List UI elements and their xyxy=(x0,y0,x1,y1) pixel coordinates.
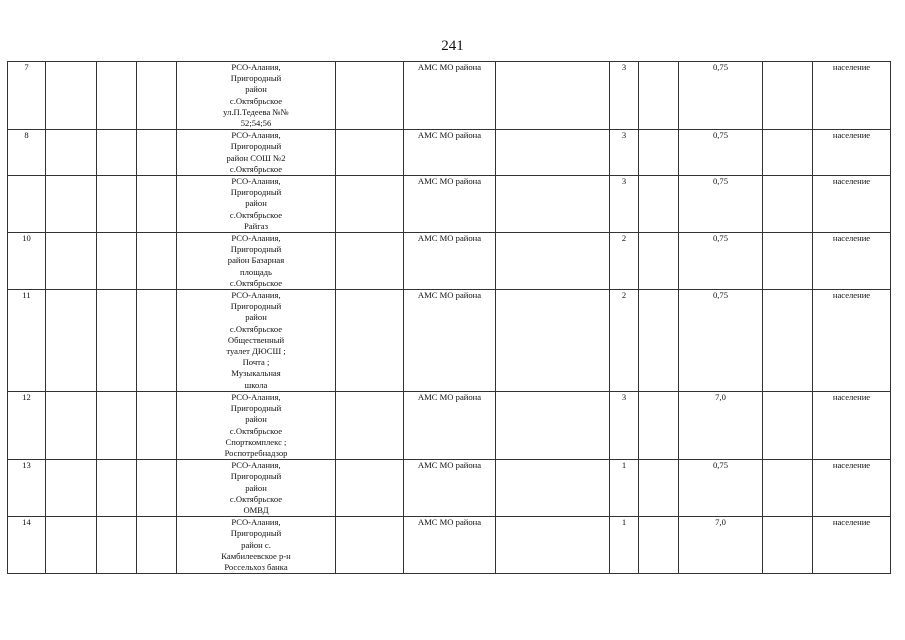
empty-cell xyxy=(763,517,813,574)
empty-cell xyxy=(763,233,813,290)
empty-cell xyxy=(336,391,404,459)
address-line: с.Октябрьское xyxy=(229,425,283,436)
empty-cell xyxy=(763,176,813,233)
empty-cell xyxy=(336,290,404,392)
empty-cell xyxy=(763,391,813,459)
empty-cell xyxy=(46,176,97,233)
empty-cell xyxy=(97,130,137,176)
address-line: РСО-Алания, xyxy=(231,176,281,187)
row-number-cell: 11 xyxy=(8,290,46,392)
address-line: Пригородный xyxy=(230,244,282,255)
empty-cell xyxy=(97,176,137,233)
owner-cell: АМС МО района xyxy=(404,233,496,290)
owner-cell: АМС МО района xyxy=(404,517,496,574)
empty-cell xyxy=(97,391,137,459)
address-line: Россельхоз банка xyxy=(224,561,288,572)
owner-cell: АМС МО района xyxy=(404,176,496,233)
empty-cell xyxy=(639,290,679,392)
empty-cell xyxy=(137,130,177,176)
row-number-cell: 10 xyxy=(8,233,46,290)
address-line: Общественный xyxy=(227,334,285,345)
volume-cell: 0,75 xyxy=(679,290,763,392)
empty-cell xyxy=(496,130,610,176)
owner-cell: АМС МО района xyxy=(404,460,496,517)
address-line: район Базарная xyxy=(227,255,285,266)
row-number-cell: 12 xyxy=(8,391,46,459)
volume-cell: 7,0 xyxy=(679,391,763,459)
address-line: Пригородный xyxy=(230,187,282,198)
empty-cell xyxy=(46,233,97,290)
address-line: 52;54;56 xyxy=(240,118,272,129)
empty-cell xyxy=(763,290,813,392)
table-row xyxy=(8,290,891,392)
address-line: район xyxy=(245,198,267,209)
address-line: туалет ДЮСШ ; xyxy=(226,346,286,357)
table-row xyxy=(8,391,891,459)
empty-cell xyxy=(97,233,137,290)
volume-cell: 0,75 xyxy=(679,233,763,290)
address-cell xyxy=(177,290,336,392)
empty-cell xyxy=(763,460,813,517)
empty-cell xyxy=(496,517,610,574)
empty-cell xyxy=(639,517,679,574)
address-line: Почта ; xyxy=(242,357,270,368)
table-row xyxy=(8,176,891,233)
address-line: Пригородный xyxy=(230,528,282,539)
address-line: Спорткомплекс ; xyxy=(225,436,287,447)
address-line: Роспотребнадзор xyxy=(224,447,288,458)
volume-cell: 0,75 xyxy=(679,130,763,176)
empty-cell xyxy=(336,517,404,574)
empty-cell xyxy=(639,176,679,233)
address-line: район xyxy=(245,84,267,95)
address-cell xyxy=(177,233,336,290)
table-row xyxy=(8,62,891,130)
address-cell xyxy=(177,176,336,233)
empty-cell xyxy=(639,62,679,130)
address-line: Пригородный xyxy=(230,471,282,482)
empty-cell xyxy=(336,62,404,130)
empty-cell xyxy=(496,62,610,130)
address-line: РСО-Алания, xyxy=(231,290,281,301)
empty-cell xyxy=(137,233,177,290)
empty-cell xyxy=(496,290,610,392)
empty-cell xyxy=(336,176,404,233)
empty-cell xyxy=(496,391,610,459)
table-row xyxy=(8,460,891,517)
volume-cell: 7,0 xyxy=(679,517,763,574)
empty-cell xyxy=(137,176,177,233)
address-line: с.Октябрьское xyxy=(229,209,283,220)
category-cell: население xyxy=(813,517,891,574)
address-line: ул.П.Тедеева №№ xyxy=(223,106,289,117)
empty-cell xyxy=(496,460,610,517)
count-cell: 3 xyxy=(610,130,639,176)
count-cell: 2 xyxy=(610,233,639,290)
address-line: РСО-Алания, xyxy=(231,517,281,528)
row-number-cell: 8 xyxy=(8,130,46,176)
category-cell: население xyxy=(813,176,891,233)
address-line: ОМВД xyxy=(243,504,269,515)
row-number-cell: 13 xyxy=(8,460,46,517)
address-line: район с. xyxy=(241,539,271,550)
count-cell: 2 xyxy=(610,290,639,392)
address-cell xyxy=(177,391,336,459)
count-cell: 3 xyxy=(610,62,639,130)
owner-cell: АМС МО района xyxy=(404,391,496,459)
empty-cell xyxy=(46,517,97,574)
table-row xyxy=(8,233,891,290)
volume-cell: 0,75 xyxy=(679,176,763,233)
data-table xyxy=(7,61,891,574)
address-line: район xyxy=(245,414,267,425)
empty-cell xyxy=(336,233,404,290)
address-line: район xyxy=(245,482,267,493)
empty-cell xyxy=(46,460,97,517)
empty-cell xyxy=(137,460,177,517)
empty-cell xyxy=(763,130,813,176)
volume-cell: 0,75 xyxy=(679,460,763,517)
owner-cell: АМС МО района xyxy=(404,290,496,392)
count-cell: 1 xyxy=(610,460,639,517)
address-line: Райгаз xyxy=(244,220,268,231)
count-cell: 3 xyxy=(610,391,639,459)
address-line: площадь xyxy=(240,266,272,277)
owner-cell: АМС МО района xyxy=(404,130,496,176)
row-number-cell xyxy=(8,176,46,233)
empty-cell xyxy=(137,391,177,459)
address-cell xyxy=(177,460,336,517)
row-number-cell: 14 xyxy=(8,517,46,574)
address-line: РСО-Алания, xyxy=(231,62,281,72)
category-cell: население xyxy=(813,391,891,459)
empty-cell xyxy=(97,460,137,517)
row-number-cell: 7 xyxy=(8,62,46,130)
category-cell: население xyxy=(813,290,891,392)
empty-cell xyxy=(336,130,404,176)
address-line: Музыкальная xyxy=(231,368,281,379)
empty-cell xyxy=(97,517,137,574)
empty-cell xyxy=(137,62,177,130)
empty-cell xyxy=(137,517,177,574)
empty-cell xyxy=(496,176,610,233)
address-cell xyxy=(177,130,336,176)
owner-cell: АМС МО района xyxy=(404,62,496,130)
count-cell: 1 xyxy=(610,517,639,574)
category-cell: население xyxy=(813,233,891,290)
empty-cell xyxy=(97,62,137,130)
empty-cell xyxy=(97,290,137,392)
address-line: с.Октябрьское xyxy=(229,277,283,288)
table-row xyxy=(8,130,891,176)
volume-cell: 0,75 xyxy=(679,62,763,130)
address-line: Пригородный xyxy=(230,403,282,414)
page-number: 241 xyxy=(441,38,464,54)
address-line: школа xyxy=(244,379,268,390)
empty-cell xyxy=(639,391,679,459)
address-line: с.Октябрьское xyxy=(229,95,283,106)
empty-cell xyxy=(763,62,813,130)
category-cell: население xyxy=(813,460,891,517)
address-line: РСО-Алания, xyxy=(231,391,281,402)
category-cell: население xyxy=(813,130,891,176)
address-cell xyxy=(177,517,336,574)
address-line: Пригородный xyxy=(230,141,282,152)
table-row xyxy=(8,517,891,574)
table-body xyxy=(8,62,891,574)
empty-cell xyxy=(46,62,97,130)
empty-cell xyxy=(639,460,679,517)
empty-cell xyxy=(639,233,679,290)
address-line: Пригородный xyxy=(230,301,282,312)
address-line: с.Октябрьское xyxy=(229,493,283,504)
address-line: район СОШ №2 xyxy=(226,152,286,163)
empty-cell xyxy=(336,460,404,517)
empty-cell xyxy=(46,391,97,459)
address-line: с.Октябрьское xyxy=(229,323,283,334)
empty-cell xyxy=(46,290,97,392)
empty-cell xyxy=(137,290,177,392)
count-cell: 3 xyxy=(610,176,639,233)
address-line: РСО-Алания, xyxy=(231,233,281,244)
category-cell: население xyxy=(813,62,891,130)
address-cell xyxy=(177,62,336,130)
address-line: РСО-Алания, xyxy=(231,460,281,471)
address-line: район xyxy=(245,312,267,323)
empty-cell xyxy=(46,130,97,176)
address-line: РСО-Алания, xyxy=(231,130,281,141)
address-line: Камбилеевское р-н xyxy=(221,550,291,561)
address-line: Пригородный xyxy=(230,73,282,84)
address-line: с.Октябрьское xyxy=(229,163,283,174)
empty-cell xyxy=(639,130,679,176)
empty-cell xyxy=(496,233,610,290)
